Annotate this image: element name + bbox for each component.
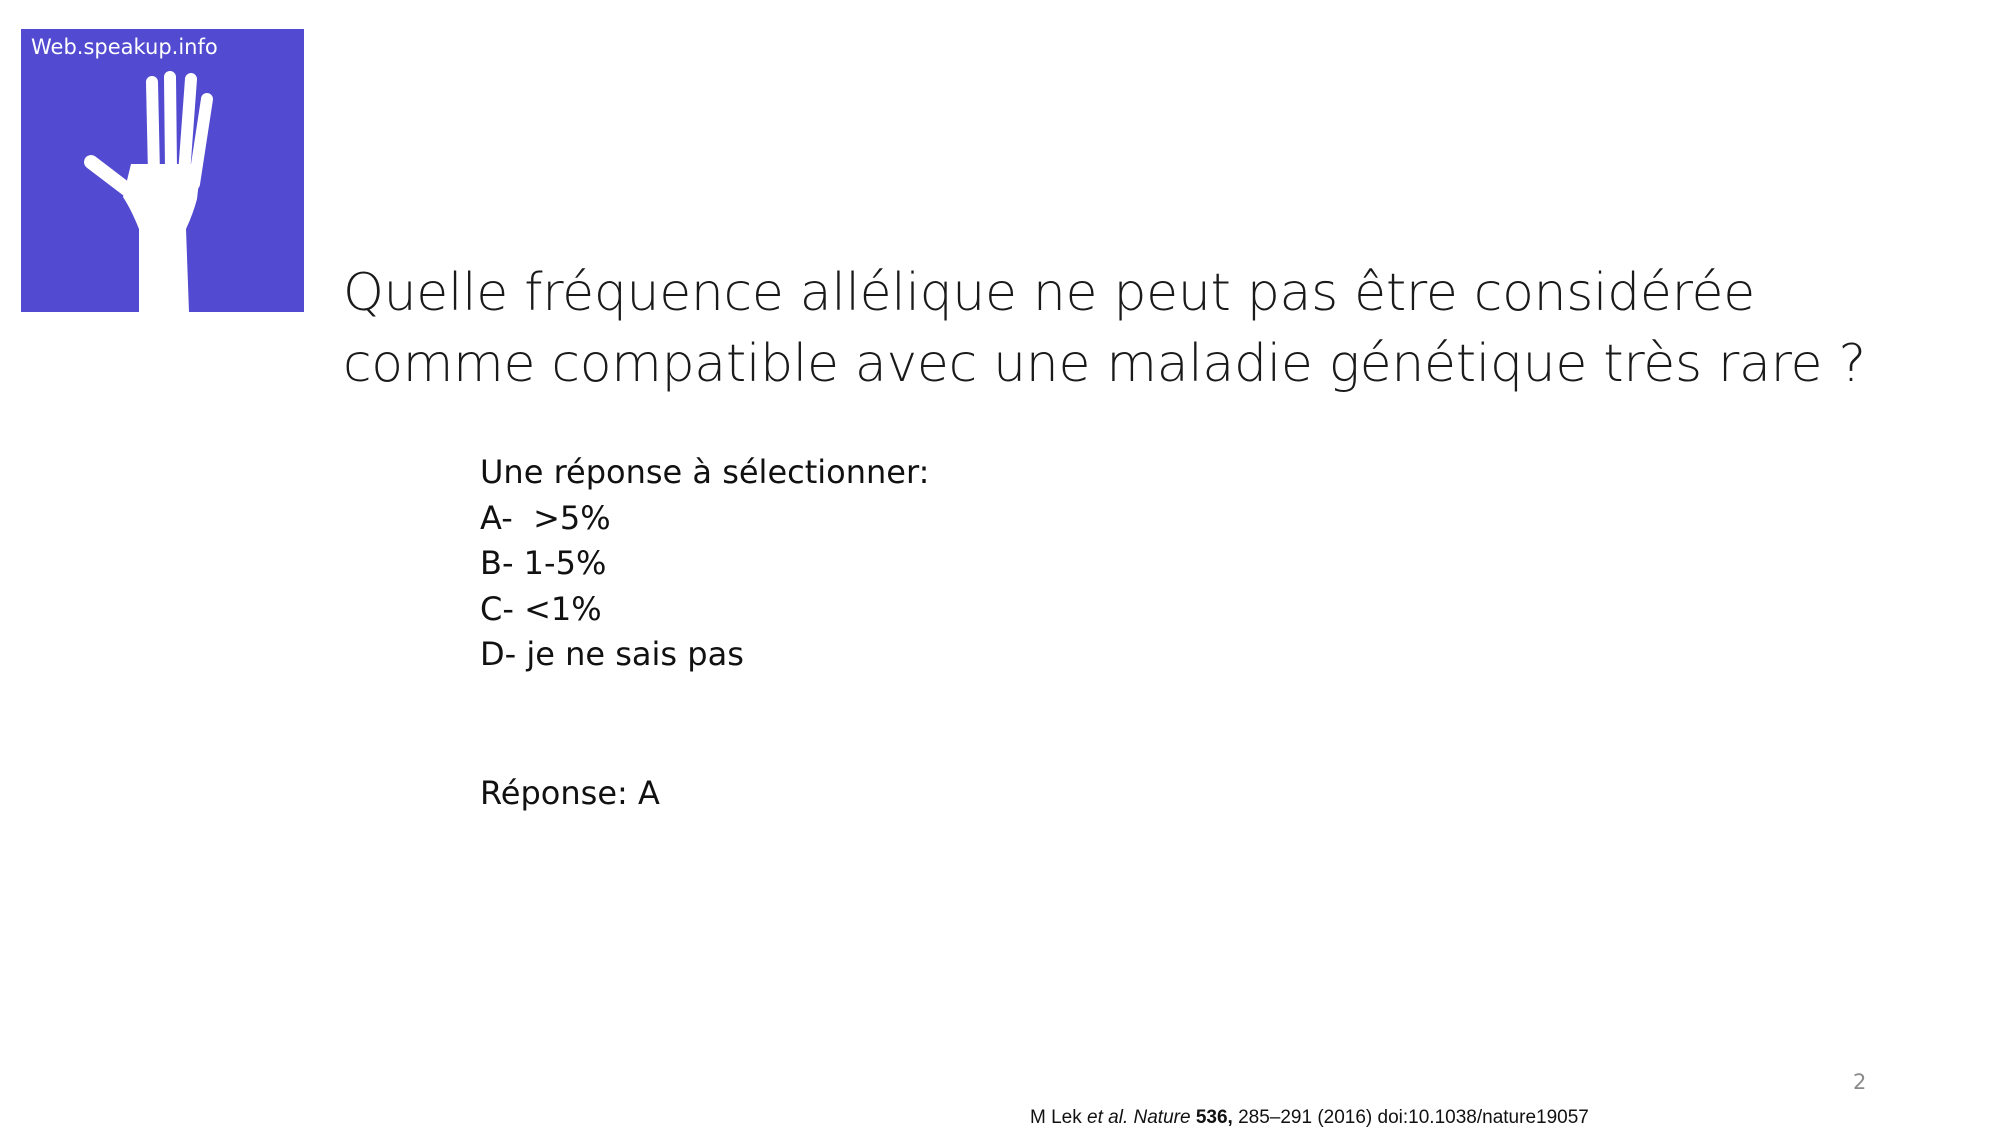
option-a: A- >5% xyxy=(480,498,611,537)
raised-hand-icon xyxy=(21,29,304,312)
citation-details: 285–291 (2016) doi:10.1038/nature19057 xyxy=(1232,1107,1589,1128)
citation-etal: et al. xyxy=(1087,1107,1129,1128)
option-b: B- 1-5% xyxy=(480,544,607,582)
slide-number: 2 xyxy=(1853,1070,1867,1094)
options-intro: Une réponse à sélectionner: xyxy=(480,453,930,491)
citation-authors: M Lek xyxy=(1030,1107,1088,1128)
correct-answer: Réponse: A xyxy=(480,774,660,812)
option-d: D- je ne sais pas xyxy=(480,635,744,673)
logo-text: Web.speakup.info xyxy=(31,35,218,59)
citation-volume: 536, xyxy=(1195,1107,1233,1128)
answer-options xyxy=(480,450,929,678)
speakup-logo xyxy=(21,29,304,312)
question-line-2: comme compatible avec une maladie génétique très rare ? xyxy=(343,334,1866,394)
citation-journal: Nature xyxy=(1133,1107,1191,1128)
option-c: C- <1% xyxy=(480,589,602,628)
citation xyxy=(1030,1108,1589,1128)
question-title xyxy=(343,258,1943,400)
question-line-1: Quelle fréquence allélique ne peut pas être considérée xyxy=(343,263,1755,323)
